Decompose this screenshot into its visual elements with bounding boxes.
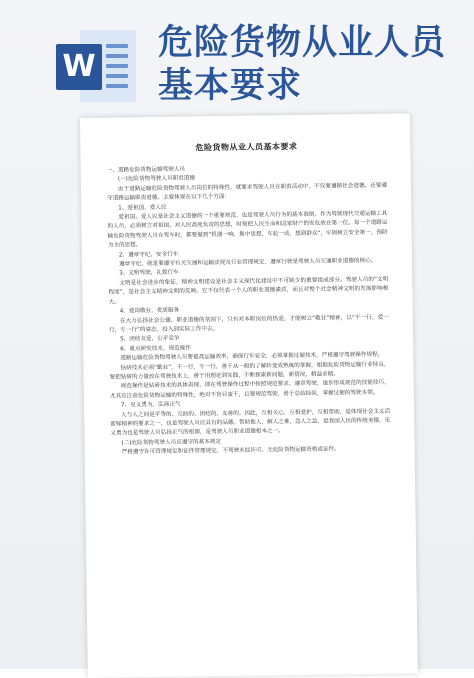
document-paragraph: 规范操作是钻研技术的具体表现，即在驾驶操作过程中按照规范要求，遵章驾驶，逐步形成规范的技能技巧，尤其应注意危险货物运输的特殊性，绝对不盲目蛮干，且要规范驾驶，善于总结经验，掌握过硬的驾驶本领。 bbox=[109, 380, 390, 400]
page-title-line-2: 基本要求 bbox=[158, 66, 303, 106]
document-title: 危险货物从业人员基本要求 bbox=[195, 141, 298, 153]
document-paragraph: 在大力弘扬社会公德、职业道德的氛围下，只有对本职岗位的热爱，才能树立“敬业”精神，以“干一行，爱一行，专一行”的姿态，投入到实际工作中去。 bbox=[108, 314, 389, 334]
page-title bbox=[158, 22, 458, 108]
header bbox=[0, 0, 474, 118]
document-paragraph: 人与人之间是平等的、互助的、团结的、友善的。因此，互相关心，互相爱护，互相帮助，是体现社会主义活雷锋精神的要求之一，也是驾驶人员应具有的品德。帮助他人，解人之难，急人之急，是我国人民的传统美德，见义勇为也是驾驶人员弘扬正气的根源，是驾驶人员职业道德根本之一。 bbox=[110, 408, 391, 437]
document-paragraphs bbox=[107, 163, 391, 458]
document-paragraph: 道路运输危险货物驾驶人员要提高运输效率，确保行车安全，必须掌握过硬技术，严格遵守驾驶操作规程。 bbox=[120, 351, 384, 362]
section-heading: 4、爱岗敬业，优质服务 bbox=[119, 307, 180, 315]
word-letter-badge: W bbox=[56, 44, 102, 90]
section-heading: 5、团结友爱，公平竞争 bbox=[120, 335, 180, 343]
document-paragraph: 严格遵守许可管理规定和证件管理规定，不驾驶未经许可、无危险货物运输资格或证件。 bbox=[121, 446, 340, 456]
document-paragraph: 文明是社会进步的象征，精神文明建设是社会主义现代化建设中不可缺少的重要组成部分。驾驶人员的“文明程度”，是社会主义精神文明的反映。它不仅代表一个人的职业道德素质，而且对整个社会精神文明的发展影响极大。 bbox=[108, 276, 389, 306]
document-paragraph: 遵章守纪，就是要遵守有关交通和运输法规及行业管理规定，遵章行驶是驾驶人员交通职业道德的核心。 bbox=[119, 257, 377, 268]
document-paragraph: 一、道路危险货物运输驾驶人员 bbox=[106, 166, 186, 174]
document-preview bbox=[80, 113, 418, 678]
document-paragraph: 由于道路运输危险货物驾驶人员岗位的特殊性，就要求驾驶人员在职责活动中，不仅要遵循社会道德，还要遵守道路运输职责道德。主要体现在以下几个方面： bbox=[107, 182, 388, 202]
section-heading: (一)危险货物驾驶人员职责道德 bbox=[117, 175, 195, 183]
document-paragraph: 钻研技术必须“勤业”，干一行，专一行，善于从一般的了解转变成熟练的掌握，根据危险货物运输行业特点，要把钻研的力量放在驾驶技术上，善于用理论到实践，不断探索新问题，新情况，精益求精。 bbox=[109, 361, 390, 381]
page-title-line-1: 危险货物从业人员 bbox=[158, 23, 447, 63]
section-heading: 2、遵章守纪，安全行车 bbox=[118, 251, 179, 259]
section-heading: 6、重点研究技术，规范操作 bbox=[120, 345, 191, 353]
section-heading: 3、文明驾驶，礼貌行车 bbox=[119, 270, 179, 277]
section-heading: 7、见义勇为，弘扬正气 bbox=[120, 401, 181, 409]
word-document-icon bbox=[56, 30, 136, 102]
document-body bbox=[106, 140, 390, 458]
document-paragraph: 爱祖国、爱人民是社会主义道德的一个重要规范，也是驾驶人员行为的基本准则。作为驾驶现代交通运输工具的人员，必须树立对祖国、对人民高度负责的思想，时刻把人民生命和国家财产的安危放在第一位。每一个道路运输危险货物驾驶人员在驾车时，都要做到“机器一响，集中思想，车轮一动，想到群众”，牢固树立安全第一，预防为主的思想。 bbox=[107, 210, 388, 249]
section-heading: (二)危险货物驾驶人员应遵守的基本规定 bbox=[121, 438, 222, 447]
section-heading: 1、爱祖国，爱人民 bbox=[118, 204, 167, 212]
